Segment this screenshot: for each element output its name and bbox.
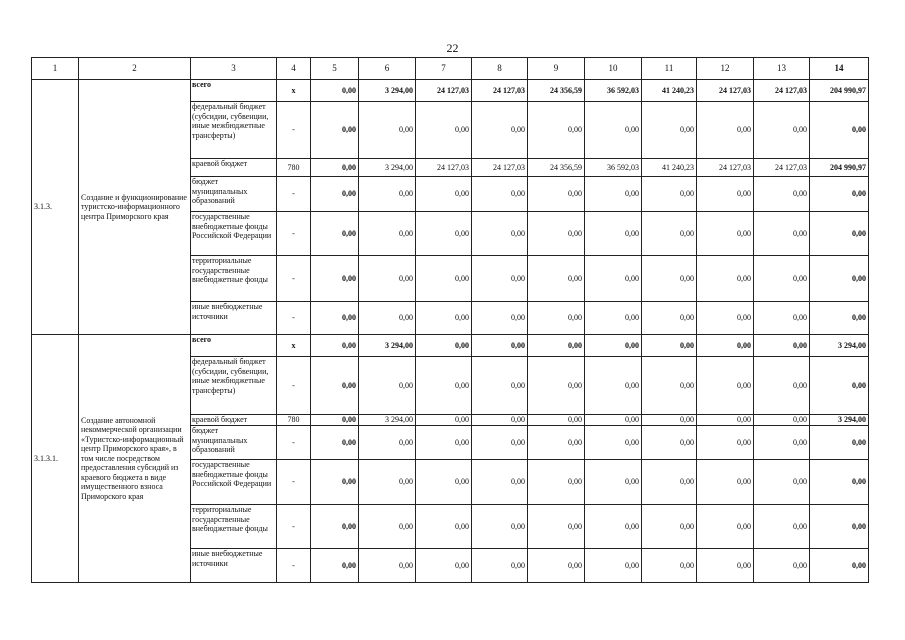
funding-source: федеральный бюджет (субсидии, субвенции, иные межбюджетные трансферты)	[191, 102, 277, 159]
col4-code: 780	[277, 159, 311, 177]
col4-code: х	[277, 335, 311, 357]
value-cell: 0,00	[359, 256, 416, 302]
value-cell: 0,00	[416, 460, 472, 505]
value-cell: 0,00	[416, 256, 472, 302]
value-cell: 0,00	[311, 426, 359, 460]
value-cell: 0,00	[311, 212, 359, 256]
value-cell: 0,00	[472, 256, 528, 302]
value-cell: 0,00	[810, 256, 869, 302]
value-cell: 0,00	[754, 460, 810, 505]
value-cell: 0,00	[585, 335, 642, 357]
value-cell: 0,00	[528, 177, 585, 212]
value-cell: 0,00	[311, 159, 359, 177]
value-cell: 3 294,00	[359, 159, 416, 177]
value-cell: 0,00	[311, 80, 359, 102]
header-cell: 4	[277, 58, 311, 80]
header-cell: 8	[472, 58, 528, 80]
header-cell: 9	[528, 58, 585, 80]
funding-source: территориальные государственные внебюджетные фонды	[191, 256, 277, 302]
table-row	[32, 80, 869, 102]
value-cell: 0,00	[697, 102, 754, 159]
funding-source: территориальные государственные внебюджетные фонды	[191, 505, 277, 549]
value-cell: 36 592,03	[585, 80, 642, 102]
funding-source: краевой бюджет	[191, 415, 277, 426]
value-cell: 0,00	[697, 212, 754, 256]
header-cell: 13	[754, 58, 810, 80]
value-cell: 3 294,00	[359, 335, 416, 357]
value-cell: 0,00	[810, 549, 869, 583]
value-cell: 36 592,03	[585, 159, 642, 177]
header-row	[32, 58, 869, 80]
value-cell: 41 240,23	[642, 159, 697, 177]
value-cell: 204 990,97	[810, 159, 869, 177]
value-cell: 0,00	[642, 335, 697, 357]
value-cell: 0,00	[697, 256, 754, 302]
value-cell: 0,00	[585, 426, 642, 460]
value-cell: 0,00	[754, 415, 810, 426]
value-cell: 24 127,03	[754, 80, 810, 102]
value-cell: 0,00	[642, 460, 697, 505]
col4-code: -	[277, 426, 311, 460]
value-cell: 0,00	[472, 335, 528, 357]
value-cell: 0,00	[585, 256, 642, 302]
value-cell: 0,00	[642, 177, 697, 212]
value-cell: 0,00	[528, 302, 585, 335]
value-cell: 0,00	[311, 505, 359, 549]
value-cell: 0,00	[697, 302, 754, 335]
funding-source: краевой бюджет	[191, 159, 277, 177]
funding-source: государственные внебюджетные фонды Российской Федерации	[191, 460, 277, 505]
value-cell: 0,00	[472, 426, 528, 460]
value-cell: 0,00	[754, 177, 810, 212]
value-cell: 0,00	[642, 426, 697, 460]
value-cell: 0,00	[311, 415, 359, 426]
value-cell: 0,00	[416, 426, 472, 460]
value-cell: 0,00	[472, 415, 528, 426]
value-cell: 0,00	[585, 102, 642, 159]
value-cell: 0,00	[642, 505, 697, 549]
value-cell: 0,00	[810, 505, 869, 549]
value-cell: 0,00	[311, 102, 359, 159]
value-cell: 0,00	[311, 460, 359, 505]
value-cell: 0,00	[528, 335, 585, 357]
col4-code: х	[277, 80, 311, 102]
header-cell: 5	[311, 58, 359, 80]
col4-code: -	[277, 302, 311, 335]
value-cell: 0,00	[697, 357, 754, 415]
value-cell: 0,00	[585, 177, 642, 212]
value-cell: 0,00	[311, 302, 359, 335]
value-cell: 24 356,59	[528, 80, 585, 102]
value-cell: 24 127,03	[416, 159, 472, 177]
value-cell: 3 294,00	[359, 415, 416, 426]
value-cell: 0,00	[528, 460, 585, 505]
table-body	[32, 58, 869, 583]
row-name: Создание и функционирование туристско-информационного центра Приморского края	[79, 80, 191, 335]
value-cell: 0,00	[642, 212, 697, 256]
value-cell: 0,00	[585, 212, 642, 256]
value-cell: 0,00	[697, 415, 754, 426]
col4-code: -	[277, 460, 311, 505]
value-cell: 0,00	[754, 256, 810, 302]
col4-code: -	[277, 102, 311, 159]
value-cell: 0,00	[416, 335, 472, 357]
value-cell: 24 127,03	[754, 159, 810, 177]
page-number: 22	[446, 41, 459, 55]
funding-source: бюджет муниципальных образований	[191, 426, 277, 460]
value-cell: 0,00	[642, 357, 697, 415]
value-cell: 0,00	[585, 505, 642, 549]
value-cell: 0,00	[472, 505, 528, 549]
value-cell: 0,00	[416, 302, 472, 335]
value-cell: 24 127,03	[416, 80, 472, 102]
header-cell: 6	[359, 58, 416, 80]
value-cell: 0,00	[528, 212, 585, 256]
value-cell: 0,00	[359, 302, 416, 335]
value-cell: 0,00	[642, 256, 697, 302]
value-cell: 0,00	[697, 549, 754, 583]
value-cell: 0,00	[359, 505, 416, 549]
value-cell: 0,00	[810, 426, 869, 460]
value-cell: 0,00	[810, 357, 869, 415]
value-cell: 24 127,03	[472, 80, 528, 102]
value-cell: 41 240,23	[642, 80, 697, 102]
funding-source: иные внебюджетные источники	[191, 549, 277, 583]
value-cell: 0,00	[585, 357, 642, 415]
value-cell: 0,00	[754, 102, 810, 159]
header-cell: 11	[642, 58, 697, 80]
value-cell: 0,00	[311, 256, 359, 302]
value-cell: 0,00	[359, 426, 416, 460]
value-cell: 0,00	[311, 549, 359, 583]
value-cell: 0,00	[472, 549, 528, 583]
value-cell: 0,00	[359, 102, 416, 159]
col4-code: -	[277, 212, 311, 256]
header-cell: 7	[416, 58, 472, 80]
value-cell: 0,00	[359, 357, 416, 415]
col4-code: 780	[277, 415, 311, 426]
funding-source: государственные внебюджетные фонды Российской Федерации	[191, 212, 277, 256]
value-cell: 0,00	[754, 505, 810, 549]
table-row	[32, 335, 869, 357]
row-name: Создание автономной некоммерческой организации «Туристско-информационный центр Приморского края», в том числе посредством предоставления субсидий из краевого бюджета в виде имущественного взноса Приморского края	[79, 335, 191, 583]
header-cell: 2	[79, 58, 191, 80]
value-cell: 0,00	[311, 357, 359, 415]
value-cell: 0,00	[359, 212, 416, 256]
funding-source: иные внебюджетные источники	[191, 302, 277, 335]
col4-code: -	[277, 357, 311, 415]
value-cell: 0,00	[810, 460, 869, 505]
budget-table	[31, 57, 869, 583]
value-cell: 0,00	[472, 102, 528, 159]
value-cell: 0,00	[311, 335, 359, 357]
funding-source: всего	[191, 80, 277, 102]
header-cell: 10	[585, 58, 642, 80]
value-cell: 0,00	[754, 549, 810, 583]
value-cell: 0,00	[642, 549, 697, 583]
value-cell: 0,00	[754, 426, 810, 460]
value-cell: 3 294,00	[359, 80, 416, 102]
value-cell: 0,00	[585, 302, 642, 335]
value-cell: 0,00	[810, 102, 869, 159]
value-cell: 0,00	[754, 335, 810, 357]
col4-code: -	[277, 549, 311, 583]
value-cell: 0,00	[642, 102, 697, 159]
value-cell: 0,00	[359, 177, 416, 212]
value-cell: 0,00	[810, 212, 869, 256]
value-cell: 0,00	[359, 460, 416, 505]
value-cell: 0,00	[528, 426, 585, 460]
header-cell: 3	[191, 58, 277, 80]
value-cell: 0,00	[311, 177, 359, 212]
value-cell: 0,00	[642, 302, 697, 335]
value-cell: 0,00	[416, 505, 472, 549]
value-cell: 24 127,03	[697, 159, 754, 177]
value-cell: 0,00	[359, 549, 416, 583]
value-cell: 0,00	[585, 460, 642, 505]
funding-source: бюджет муниципальных образований	[191, 177, 277, 212]
value-cell: 0,00	[585, 415, 642, 426]
value-cell: 0,00	[528, 549, 585, 583]
value-cell: 0,00	[528, 102, 585, 159]
value-cell: 0,00	[416, 549, 472, 583]
value-cell: 0,00	[810, 177, 869, 212]
header-cell: 12	[697, 58, 754, 80]
value-cell: 0,00	[416, 102, 472, 159]
value-cell: 0,00	[642, 415, 697, 426]
value-cell: 0,00	[697, 177, 754, 212]
value-cell: 0,00	[416, 212, 472, 256]
value-cell: 3 294,00	[810, 415, 869, 426]
value-cell: 24 356,59	[528, 159, 585, 177]
value-cell: 0,00	[528, 415, 585, 426]
value-cell: 0,00	[697, 426, 754, 460]
col4-code: -	[277, 177, 311, 212]
value-cell: 0,00	[697, 460, 754, 505]
value-cell: 0,00	[472, 460, 528, 505]
value-cell: 0,00	[754, 357, 810, 415]
value-cell: 0,00	[416, 415, 472, 426]
value-cell: 0,00	[416, 177, 472, 212]
value-cell: 0,00	[528, 256, 585, 302]
value-cell: 0,00	[754, 212, 810, 256]
value-cell: 0,00	[697, 335, 754, 357]
value-cell: 204 990,97	[810, 80, 869, 102]
value-cell: 0,00	[472, 177, 528, 212]
funding-source: всего	[191, 335, 277, 357]
value-cell: 3 294,00	[810, 335, 869, 357]
value-cell: 0,00	[472, 302, 528, 335]
col4-code: -	[277, 256, 311, 302]
value-cell: 0,00	[472, 357, 528, 415]
row-code: 3.1.3.1.	[32, 335, 79, 583]
value-cell: 0,00	[472, 212, 528, 256]
header-cell: 1	[32, 58, 79, 80]
row-code: 3.1.3.	[32, 80, 79, 335]
col4-code: -	[277, 505, 311, 549]
funding-source: федеральный бюджет (субсидии, субвенции, иные межбюджетные трансферты)	[191, 357, 277, 415]
value-cell: 0,00	[528, 505, 585, 549]
value-cell: 0,00	[754, 302, 810, 335]
value-cell: 0,00	[585, 549, 642, 583]
value-cell: 24 127,03	[472, 159, 528, 177]
value-cell: 0,00	[528, 357, 585, 415]
value-cell: 0,00	[697, 505, 754, 549]
value-cell: 0,00	[810, 302, 869, 335]
value-cell: 24 127,03	[697, 80, 754, 102]
value-cell: 0,00	[416, 357, 472, 415]
header-cell: 14	[810, 58, 869, 80]
